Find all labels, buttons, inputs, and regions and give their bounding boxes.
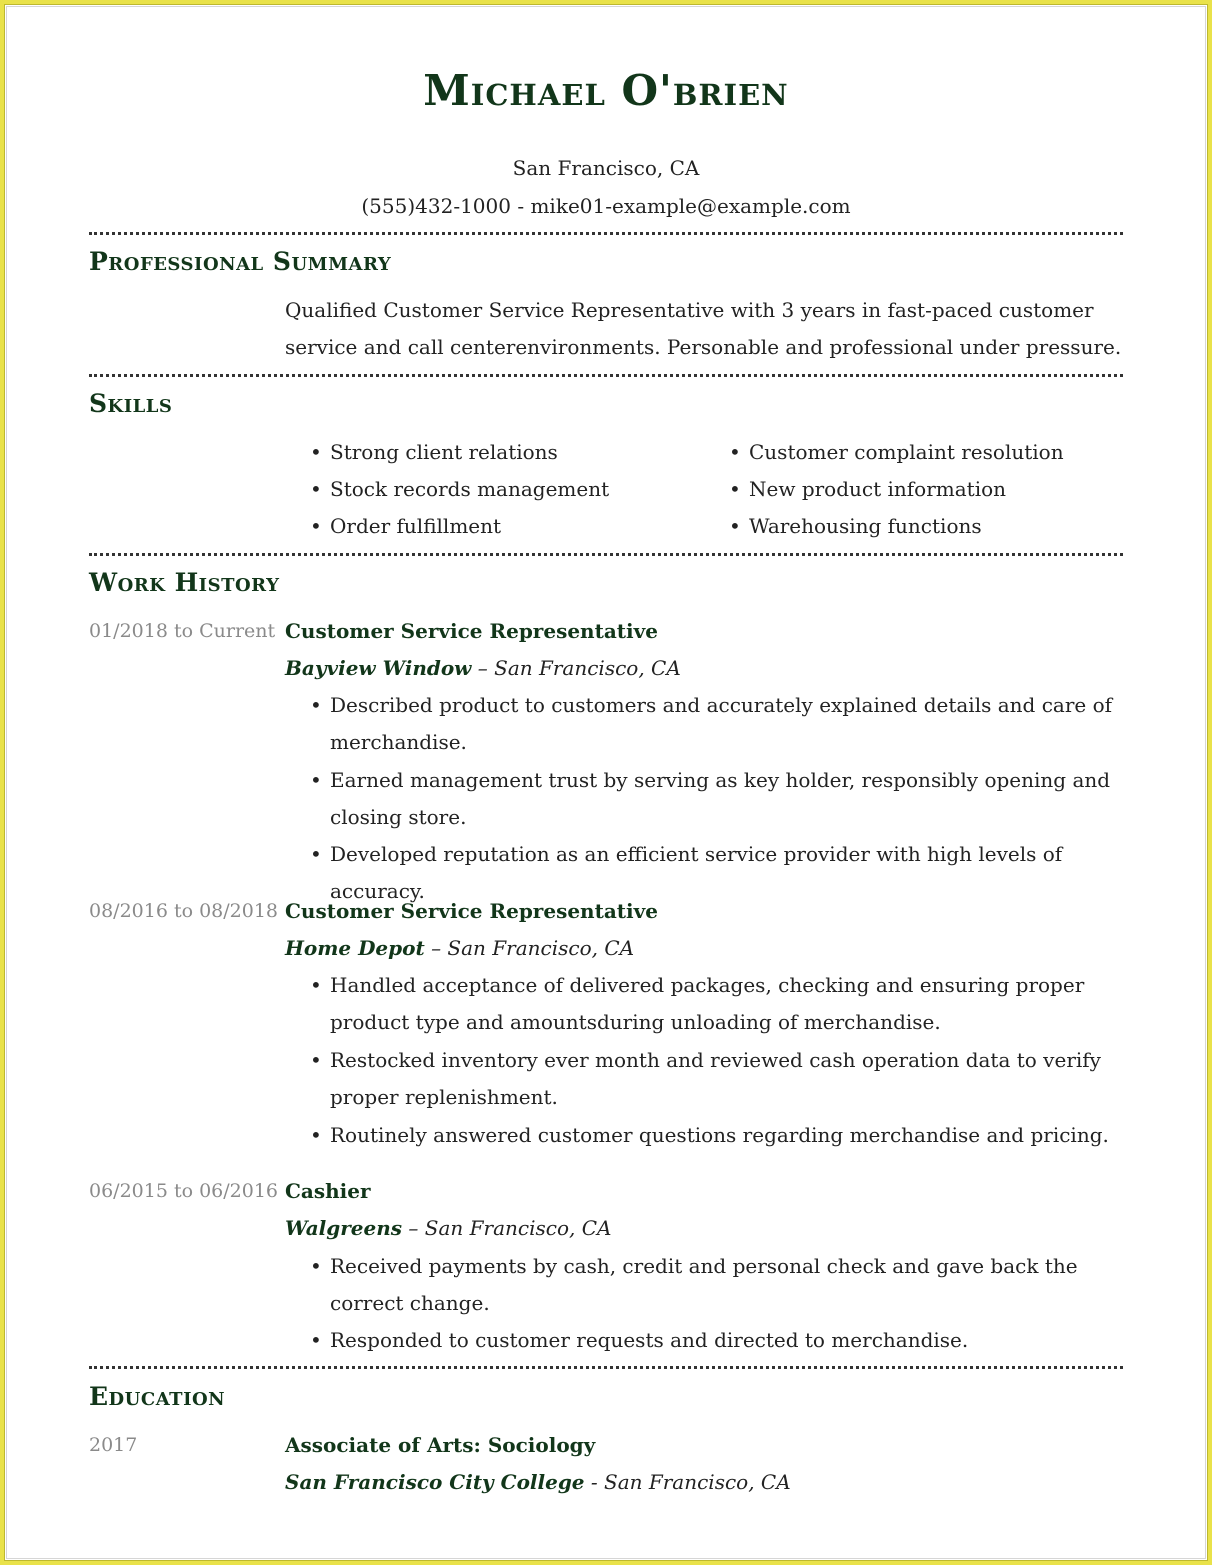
company-location: – San Francisco, CA bbox=[471, 656, 681, 680]
bullet-icon: • bbox=[310, 1123, 322, 1147]
divider bbox=[89, 1366, 1123, 1369]
bullet-icon: • bbox=[310, 1328, 322, 1352]
company-name: Bayview Window bbox=[285, 656, 472, 680]
bullet-icon: • bbox=[310, 693, 322, 717]
section-title-summary: Professional Summary bbox=[89, 247, 392, 276]
bullet-icon: • bbox=[310, 440, 322, 464]
section-title-work: Work History bbox=[89, 568, 280, 597]
skill-item: • New product information bbox=[729, 477, 1007, 501]
bullet-icon: • bbox=[310, 768, 322, 792]
company-location: – San Francisco, CA bbox=[424, 936, 635, 960]
skill-item: • Customer complaint resolution bbox=[729, 440, 1064, 464]
bullet-icon: • bbox=[310, 514, 322, 538]
job-bullet: • Described product to customers and accurately explained details and care of merchandise. bbox=[310, 687, 1130, 761]
bullet-icon: • bbox=[310, 1254, 322, 1278]
job-bullet: • Responded to customer requests and directed to merchandise. bbox=[310, 1322, 1130, 1359]
company-name: Home Depot bbox=[285, 936, 425, 960]
summary-text: Qualified Customer Service Representative with 3 years in fast-paced customer service and call centerenvironments. Personable and professional under pressure. bbox=[285, 298, 1122, 359]
bullet-icon: • bbox=[729, 514, 741, 538]
resume-name: Michael O'brien bbox=[423, 66, 789, 115]
education-degree: Associate of Arts: Sociology bbox=[285, 1433, 596, 1457]
job-title: Cashier bbox=[285, 1179, 371, 1203]
job-bullet: • Received payments by cash, credit and personal check and gave back the correct change. bbox=[310, 1248, 1130, 1322]
school-name: San Francisco City College bbox=[285, 1470, 585, 1494]
skill-item: • Warehousing functions bbox=[729, 514, 982, 538]
bullet-icon: • bbox=[310, 842, 322, 866]
divider bbox=[89, 553, 1123, 556]
bullet-icon: • bbox=[310, 973, 322, 997]
company-name: Walgreens bbox=[285, 1216, 403, 1240]
contact-location: San Francisco, CA bbox=[512, 156, 700, 180]
bullet-icon: • bbox=[729, 477, 741, 501]
company-location: – San Francisco, CA bbox=[402, 1216, 612, 1240]
bullet-icon: • bbox=[310, 477, 322, 501]
education-year: 2017 bbox=[89, 1434, 138, 1456]
job-bullet: • Handled acceptance of delivered packages, checking and ensuring proper product type and amountsduring unloading of merchandise. bbox=[310, 967, 1130, 1041]
bullet-icon: • bbox=[310, 1048, 322, 1072]
job-employer bbox=[285, 1216, 611, 1240]
job-employer bbox=[285, 656, 681, 680]
education-school bbox=[285, 1470, 791, 1494]
job-dates: 01/2018 to Current bbox=[89, 620, 276, 642]
job-dates: 08/2016 to 08/2018 bbox=[89, 900, 279, 922]
divider bbox=[89, 232, 1123, 235]
school-location: - San Francisco, CA bbox=[584, 1470, 791, 1494]
job-bullet: • Routinely answered customer questions regarding merchandise and pricing. bbox=[310, 1117, 1130, 1154]
bullet-icon: • bbox=[729, 440, 741, 464]
skill-item: • Strong client relations bbox=[310, 440, 558, 464]
job-bullet: • Restocked inventory ever month and reviewed cash operation data to verify proper replenishment. bbox=[310, 1042, 1130, 1116]
skill-item: • Stock records management bbox=[310, 477, 610, 501]
job-employer bbox=[285, 936, 634, 960]
divider bbox=[89, 374, 1123, 377]
section-title-skills: Skills bbox=[89, 389, 173, 418]
section-title-education: Education bbox=[89, 1382, 226, 1411]
job-title: Customer Service Representative bbox=[285, 619, 658, 643]
job-title: Customer Service Representative bbox=[285, 899, 658, 923]
skill-item: • Order fulfillment bbox=[310, 514, 502, 538]
job-dates: 06/2015 to 06/2016 bbox=[89, 1180, 279, 1202]
job-bullet: • Earned management trust by serving as key holder, responsibly opening and closing store. bbox=[310, 762, 1130, 836]
job-bullet: • Developed reputation as an efficient service provider with high levels of accuracy. bbox=[310, 836, 1130, 910]
contact-phone-email: (555)432-1000 - mike01-example@example.com bbox=[361, 194, 851, 218]
